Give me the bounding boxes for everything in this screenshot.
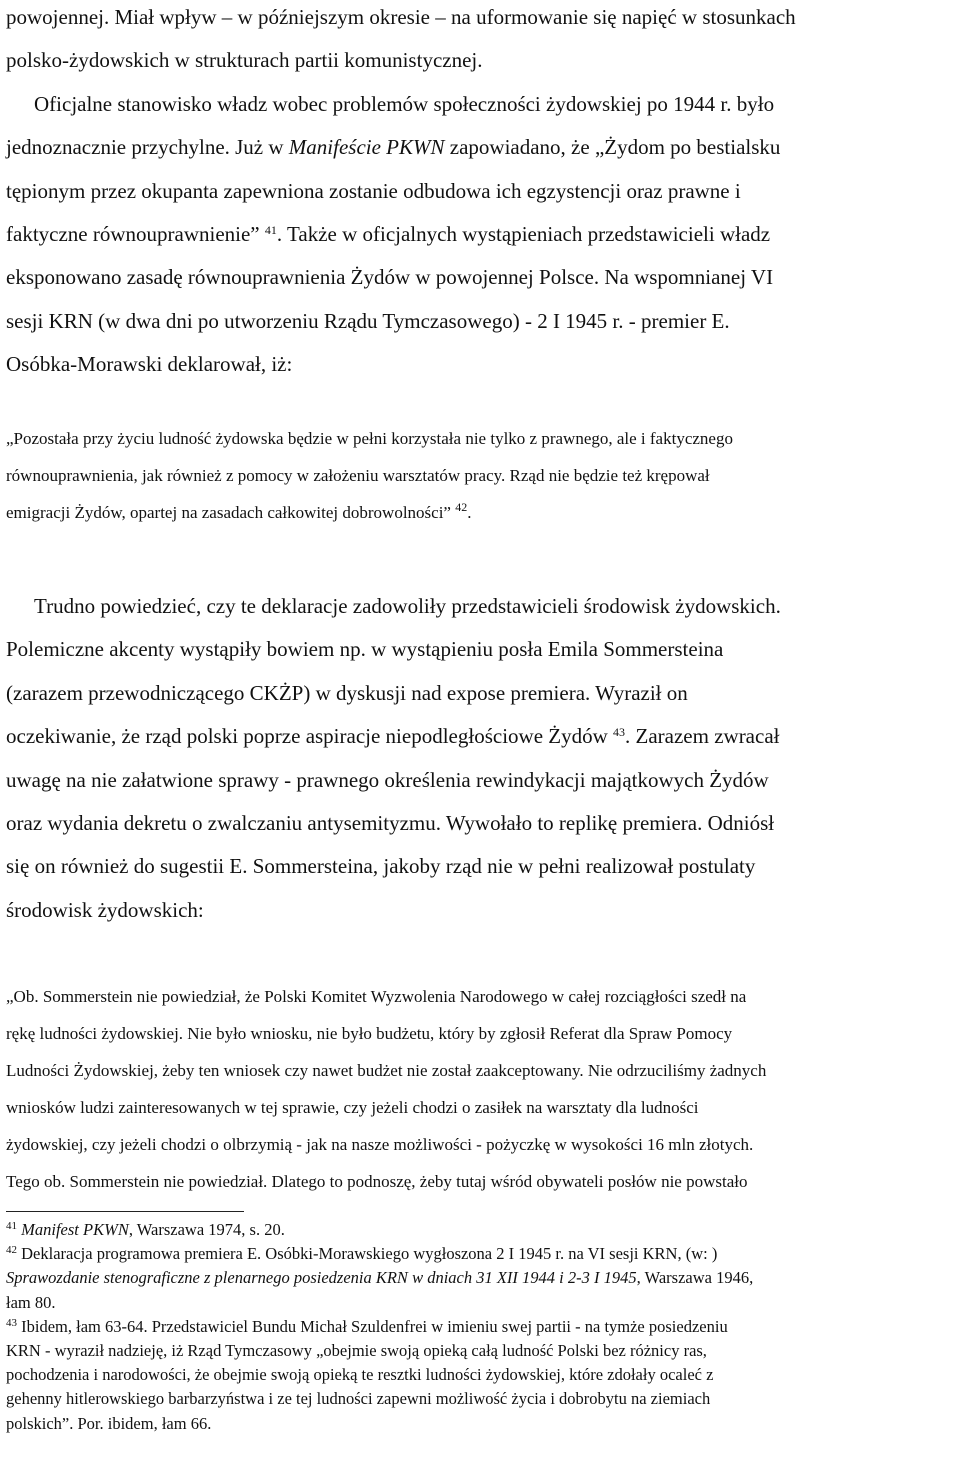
italic-title: Sprawozdanie stenograficzne z plenarnego posiedzenia KRN w dniach 31 XII 1944 i 2-3 I 1945 [6,1268,637,1288]
text-span: jednoznacznie przychylne. Już w [6,135,289,160]
text-line [6,300,956,343]
text-span: „Ob. Sommerstein nie powiedział, że Polski Komitet Wyzwolenia Narodowego w całej rozciągłości szedł na [6,987,747,1006]
footnote-ref-41[interactable]: 41 [264,222,277,237]
quote-line [6,457,956,494]
text-line [6,343,956,386]
text-span: wniosków ludzi zainteresowanych w tej sprawie, czy jeżeli chodzi o zasiłek na warsztaty dla ludności [6,1098,699,1117]
text-span: polsko-żydowskich w strukturach partii komunistycznej. [6,48,483,73]
text-line [6,715,956,758]
text-span: „Pozostała przy życiu ludność żydowska będzie w pełni korzystała nie tylko z prawnego, ale i faktycznego [6,429,733,448]
text-span: oczekiwanie, że rząd polski poprze aspiracje niepodległościowe Żydów [6,724,608,749]
text-span: środowisk żydowskich: [6,897,204,922]
quote-line [6,1052,956,1089]
text-line [6,759,956,802]
block-quote-1 [6,420,956,531]
quote-line [6,1126,956,1163]
text-span: Trudno powiedzieć, czy te deklaracje zadowoliły przedstawicieli środowisk żydowskich. [34,594,781,618]
footnote-42 [6,1242,956,1315]
block-quote-2 [6,978,956,1200]
footnote-number: 43 [6,1316,17,1329]
text-span: . Także w oficjalnych wystąpieniach przedstawicieli władz [276,222,771,247]
italic-title: Manifeście PKWN [288,135,445,160]
text-line [6,585,956,628]
footnote-number: 41 [6,1219,17,1232]
footnote-43 [6,1315,956,1436]
quote-line [6,1089,956,1126]
text-span: żydowskiej, czy jeżeli chodzi o olbrzymią - jak na nasze możliwości - pożyczkę w wysokości 16 mln złotych. [6,1135,754,1154]
quote-line [6,494,956,531]
text-line [6,672,956,715]
text-span: gehenny hitlerowskiego barbarzyństwa i ze tej ludności zapewni możliwość życia i dobrobytu na ziemiach [6,1389,711,1409]
text-span: pochodzenia i narodowości, że obejmie swoją opieką te resztki ludności żydowskiej, które zdołały ocaleć z [6,1365,714,1385]
text-span: Oficjalne stanowisko władz wobec problemów społeczności żydowskiej po 1944 r. było [34,91,775,116]
text-span: , Warszawa 1946, [636,1268,754,1288]
quote-line [6,420,956,457]
text-line [6,170,956,213]
text-span: faktyczne równouprawnienie” [6,222,260,247]
text-span: KRN - wyraził nadzieję, iż Rząd Tymczasowy „obejmie swoją opieką całą ludność Polski bez różnicy ras, [6,1341,707,1361]
text-span: eksponowano zasadę równouprawnienia Żydów w powojennej Polsce. Na wspomnianej VI [6,265,774,290]
quote-line [6,978,956,1015]
footnote-divider [6,1211,244,1212]
text-span: tępionym przez okupanta zapewniona zostanie odbudowa ich egzystencji oraz prawne i [6,178,741,203]
text-span: łam 80. [6,1292,56,1312]
text-span: równouprawnienia, jak również z pomocy w założeniu warsztatów pracy. Rząd nie będzie też krępował [6,466,710,485]
text-line [6,213,956,256]
text-line [6,802,956,845]
text-span: rękę ludności żydowskiej. Nie było wniosku, nie było budżetu, który by zgłosił Referat dla Spraw Pomocy [6,1024,733,1043]
body-paragraph-2 [6,585,956,932]
text-span: zapowiadano, że „Żydom po bestialsku [444,135,781,160]
text-line [6,889,956,932]
text-line [6,845,956,888]
text-span: Deklaracja programowa premiera E. Osóbki-Morawskiego wygłoszona 2 I 1945 r. na VI sesji KRN, (w: ) [21,1244,718,1264]
text-span: Osóbka-Morawski deklarował, iż: [6,352,293,377]
text-span: emigracji Żydów, opartej na zasadach całkowitej dobrowolności” [6,503,451,522]
footnote-number: 42 [6,1244,17,1257]
quote-line [6,1163,956,1200]
italic-title: Manifest PKWN [21,1220,129,1239]
text-span: polskich”. Por. ibidem, łam 66. [6,1413,212,1433]
text-span: oraz wydania dekretu o zwalczaniu antysemityzmu. Wywołało to replikę premiera. Odniósł [6,811,775,836]
footnote-ref-42[interactable]: 42 [455,499,468,514]
footnote-41 [6,1218,956,1242]
text-span: Ibidem, łam 63-64. Przedstawiciel Bundu Michał Szuldenfrei w imieniu swej partii - na tymże posiedzeniu [21,1316,728,1336]
footnotes-section [6,1218,956,1436]
text-span: (zarazem przewodniczącego CKŻP) w dyskusji nad expose premiera. Wyraził on [6,680,688,705]
text-span: , Warszawa 1974, s. 20. [128,1220,285,1239]
footnote-ref-43[interactable]: 43 [613,725,626,740]
text-line [6,0,956,39]
text-line [6,628,956,671]
text-span: powojennej. Miał wpływ – w późniejszym okresie – na uformowanie się napięć w stosunkach [6,5,796,29]
text-span: Tego ob. Sommerstein nie powiedział. Dlatego to podnoszę, żeby tutaj wśród obywateli posłów nie powstało [6,1172,748,1191]
text-span: Polemiczne akcenty wystąpiły bowiem np. w wystąpieniu posła Emila Sommersteina [6,637,724,662]
text-line [6,256,956,299]
text-line [6,39,956,82]
text-span: . [467,503,472,522]
quote-line [6,1015,956,1052]
text-line [6,83,956,126]
text-line [6,126,956,169]
text-span: się on również do sugestii E. Sommersteina, jakoby rząd nie w pełni realizował postulaty [6,854,756,879]
body-paragraph-1 [6,0,956,387]
text-span: Ludności Żydowskiej, żeby ten wniosek czy nawet budżet nie został zaakceptowany. Nie odrzuciliśmy żadnych [6,1061,767,1080]
text-span: sesji KRN (w dwa dni po utworzeniu Rządu Tymczasowego) - 2 I 1945 r. - premier E. [6,308,730,333]
text-span: . Zarazem zwracał [625,724,780,749]
text-span: uwagę na nie załatwione sprawy - prawnego określenia rewindykacji majątkowych Żydów [6,767,769,792]
